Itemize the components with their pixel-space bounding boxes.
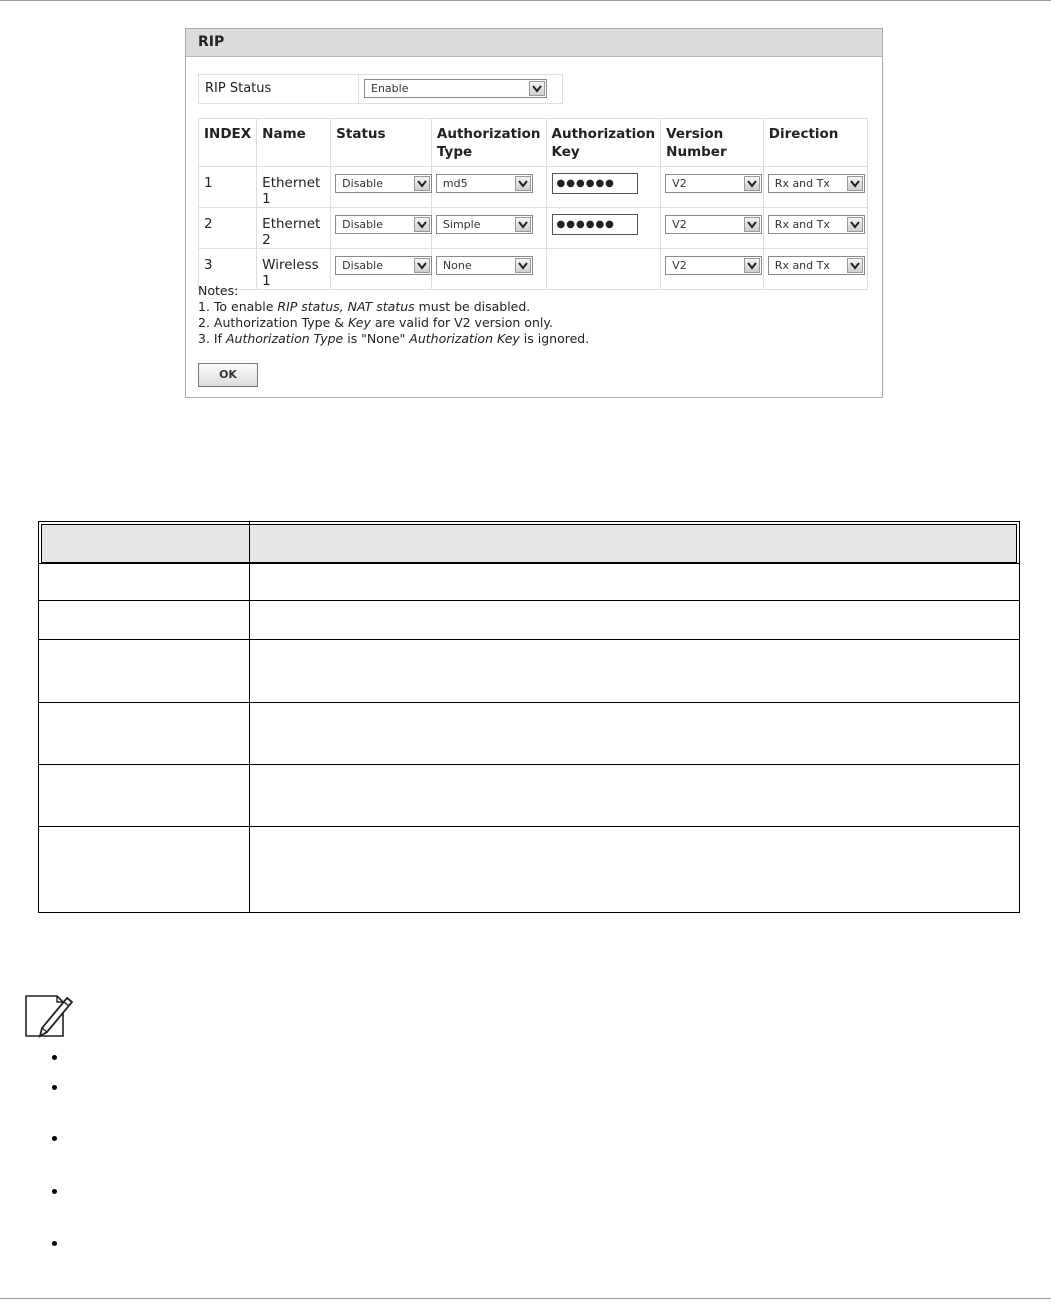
- direction-select[interactable]: Rx and Tx: [768, 256, 865, 275]
- row-name: Ethernet 2: [257, 208, 331, 249]
- rip-status-select[interactable]: Enable: [364, 79, 547, 98]
- auth-type-select[interactable]: Simple: [436, 215, 533, 234]
- col-status: Status: [331, 119, 432, 167]
- table-row: [199, 167, 868, 208]
- col-auth-type: Authorization Type: [431, 119, 546, 167]
- row-index: 1: [199, 167, 257, 208]
- direction-select[interactable]: Rx and Tx: [768, 215, 865, 234]
- row-name: Wireless 1: [257, 249, 331, 290]
- bullet-4: [52, 1189, 57, 1194]
- table-row: [199, 208, 868, 249]
- note-2: 2. Authorization Type & Key are valid for V2 version only.: [198, 315, 553, 330]
- parameter-table-header: [41, 524, 1017, 563]
- rip-interface-table: [198, 118, 868, 290]
- top-rule: [0, 0, 1051, 1]
- status-select[interactable]: Disable: [335, 215, 432, 234]
- chevron-down-icon: [847, 258, 863, 273]
- col-index: INDEX: [199, 119, 257, 167]
- chevron-down-icon: [744, 258, 760, 273]
- rip-status-row: [198, 74, 563, 104]
- notes-block: [198, 283, 589, 347]
- chevron-down-icon: [847, 217, 863, 232]
- row-index: 3: [199, 249, 257, 290]
- bullet-3: [52, 1136, 57, 1141]
- rip-panel: [185, 28, 883, 398]
- chevron-down-icon: [847, 176, 863, 191]
- status-select[interactable]: Disable: [335, 174, 432, 193]
- chevron-down-icon: [515, 217, 531, 232]
- auth-key-input[interactable]: ●●●●●●: [552, 173, 638, 194]
- row-index: 2: [199, 208, 257, 249]
- version-select[interactable]: V2: [665, 215, 762, 234]
- bullet-1: [52, 1055, 57, 1060]
- rip-status-label: RIP Status: [205, 81, 272, 96]
- note-3: 3. If Authorization Type is "None" Authorization Key is ignored.: [198, 331, 590, 346]
- chevron-down-icon: [744, 217, 760, 232]
- col-auth-key: Authorization Key: [546, 119, 661, 167]
- col-direction: Direction: [763, 119, 867, 167]
- notes-heading: Notes:: [198, 283, 239, 298]
- chevron-down-icon: [515, 258, 531, 273]
- note-1: 1. To enable RIP status, NAT status must be disabled.: [198, 299, 531, 314]
- note-pencil-icon: [23, 992, 75, 1046]
- col-name: Name: [257, 119, 331, 167]
- chevron-down-icon: [529, 81, 545, 96]
- chevron-down-icon: [744, 176, 760, 191]
- chevron-down-icon: [515, 176, 531, 191]
- col-version: Version Number: [661, 119, 764, 167]
- row-name: Ethernet 1: [257, 167, 331, 208]
- bottom-rule: [0, 1298, 1051, 1299]
- chevron-down-icon: [414, 258, 430, 273]
- chevron-down-icon: [414, 217, 430, 232]
- bullet-5: [52, 1241, 57, 1246]
- chevron-down-icon: [414, 176, 430, 191]
- panel-title: RIP: [186, 29, 882, 57]
- parameter-table: [38, 521, 1020, 913]
- version-select[interactable]: V2: [665, 256, 762, 275]
- ok-button[interactable]: OK: [198, 363, 258, 387]
- bullet-2: [52, 1085, 57, 1090]
- table-header-row: [199, 119, 868, 167]
- direction-select[interactable]: Rx and Tx: [768, 174, 865, 193]
- auth-type-select[interactable]: md5: [436, 174, 533, 193]
- version-select[interactable]: V2: [665, 174, 762, 193]
- auth-type-select[interactable]: None: [436, 256, 533, 275]
- auth-key-input[interactable]: ●●●●●●: [552, 214, 638, 235]
- status-select[interactable]: Disable: [335, 256, 432, 275]
